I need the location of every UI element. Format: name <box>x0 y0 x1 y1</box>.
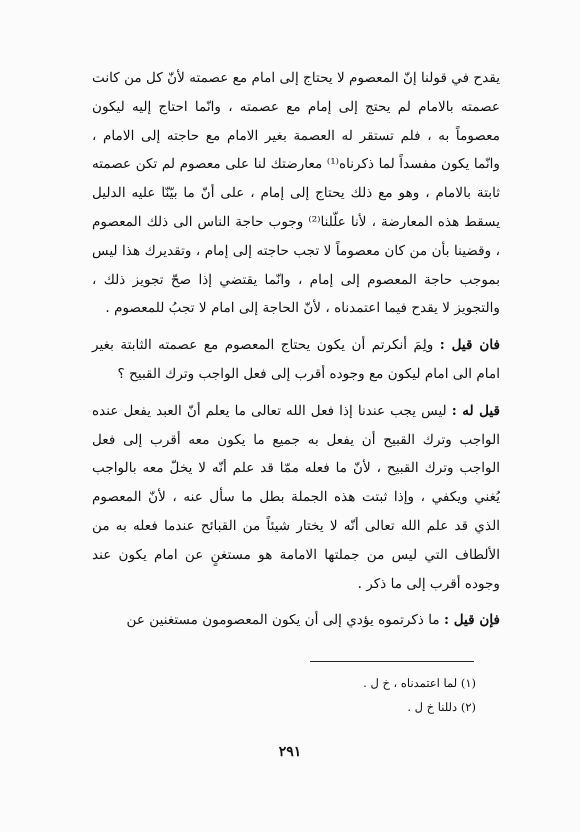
paragraph-lead: قيل له : <box>451 402 500 419</box>
page-number: ٢٩١ <box>278 744 302 760</box>
paragraph-lead: فإن قيل : <box>443 612 500 629</box>
paragraph-3 <box>92 397 500 599</box>
paragraph-1 <box>92 64 500 323</box>
footnote-1: (١) لما اعتمدناه ، خ ل . <box>363 676 476 690</box>
paragraph-2 <box>92 331 500 389</box>
paragraph-text: ليس يجب عندنا إذا فعل الله تعالى ما يعلم أنّ العبد يفعل عنده الواجب وترك القبيح أن يفعل به جميع ما يكون معه أقرب إلى فعل الواجب وترك القبيح ، لأنّ ما فعله ممّا قد علم أنّه لا يخلّ معه بالواجب يُغني ويكفي ، وإذا ثبتت هذه الجملة بطل ما سأل عنه ، لأنّ المعصوم الذي قد علم الله تعالى أنّه لا يختار شيئاً من القبائح عندما فعله به من الألطاف التي ليس من جملتها الامامة هو مستغنٍ عن امام يكون عند وجوده أقرب إلى ما ذكر . <box>92 402 500 592</box>
main-text <box>92 64 500 635</box>
footnotes <box>363 671 476 719</box>
paragraph-text: يقدح في قولنا إنّ المعصوم لا يحتاج إلى امام مع عصمته لأنّ كل من كانت عصمته بالامام لم يحتج إلى إمام مع عصمته ، وانّما احتاج إليه ليكون معصوماً به ، فلم تستقر له العصمة بغير الامام مع حاجته إلى الامام ، وانّما يكون مفسداً لما ذكرناه⁽¹⁾ معارضتك لنا على معصوم لم تكن عصمته ثابتة بالامام ، وهو مع ذلك يحتاج إلى إمام ، على أنّ ما بيّنّا عليه الدليل يسقط هذه المعارضة ، لأنا علّلنا⁽²⁾ وجوب حاجة الناس الى ذلك المعصوم ، وقضينا بأن من كان معصوماً لا تجب حاجته إلى إمام ، وتقديرك هذا ليس بموجب حاجة المعصوم إلى إمام ، وانّما يقتضي إذا صحّ تجويز ذلك ، والتجويز لا يقدح فيما اعتمدناه ، لأنّ الحاجة إلى امام لا تجبُ للمعصوم . <box>92 70 500 317</box>
paragraph-lead: فان قيل : <box>439 337 500 354</box>
paragraph-4 <box>92 606 500 635</box>
footnote-2: (٢) دللنا خ ل . <box>407 700 476 714</box>
paragraph-text: ولِمَ أنكرتم أن يكون يحتاج المعصوم مع عصمته الثابتة بغير امام الى امام ليكون مع وجوده أقرب إلى فعل الواجب وترك القبيح ؟ <box>92 337 500 382</box>
paragraph-text: ما ذكرتموه يؤدي إلى أن يكون المعصومون مستغنين عن <box>126 612 440 629</box>
footnote-divider <box>310 661 474 662</box>
